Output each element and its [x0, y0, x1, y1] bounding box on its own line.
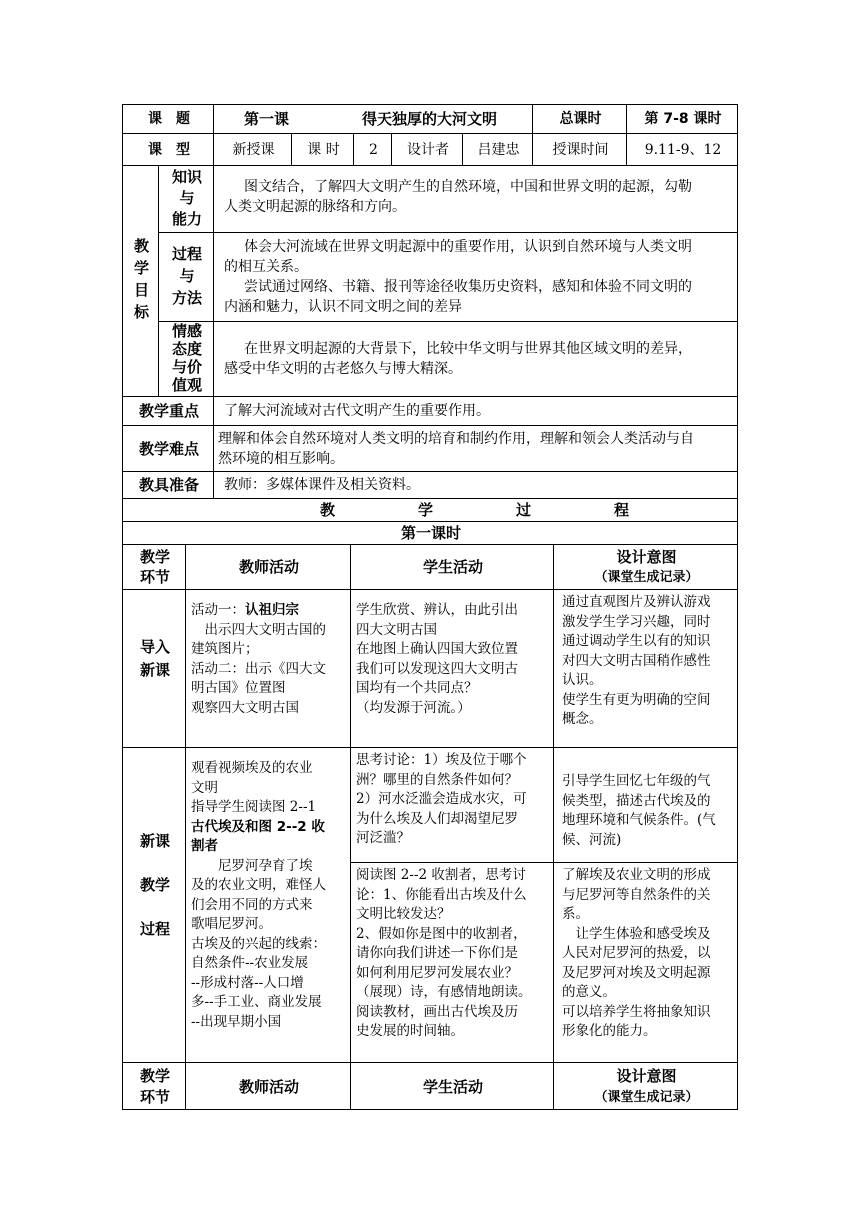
topic-label-cell: [122, 104, 214, 134]
student-header-cell: [350, 544, 554, 590]
teacher-header-bottom-cell: [185, 1062, 351, 1110]
emotion-label-4: 值观: [171, 376, 202, 394]
materials-label: 教具准备: [138, 476, 199, 494]
design-header-sub: （课堂生成记录）: [594, 570, 699, 585]
date-value-cell: [626, 133, 738, 166]
row1-teacher-text: 活动一：认祖归宗 出示四大文明古国的 建筑图片； 活动二：出示《四大文 明古国》位置图 观察四大文明古国: [191, 602, 326, 716]
design-header-bottom-sub: （课堂生成记录）: [594, 1090, 699, 1105]
row2-stage-cell: [122, 747, 186, 1063]
design-header-bottom: 设计意图: [616, 1067, 677, 1085]
lesson-title: 得天独厚的大河文明: [362, 110, 498, 128]
row2-student-b-cell: [350, 862, 554, 1063]
row2-teacher-cell: [185, 747, 351, 1063]
designer-value: 吕建忠: [477, 142, 520, 158]
difficulty-text-cell: [213, 425, 738, 472]
goals-label-2: 学: [133, 259, 149, 277]
row2-design-b-text: 了解埃及农业文明的形成 与尼罗河等自然条件的关 系。 让学生体验和感受埃及 人民对尼罗河的热爱，以 及尼罗河对埃及文明起源 的意义。 可以培养学生将抽象知识 形象化的能力。: [562, 867, 711, 1039]
row1-stage-2: 新课: [139, 661, 170, 679]
type-value-cell: [213, 133, 292, 166]
row2-teacher-text: 观看视频埃及的农业 文明 指导学生阅读图 2--1 古代埃及和图 2--2 收 割者 尼罗河孕育了埃 及的农业文明，难怪人 们会用不同的方式来 歌唱尼罗河。 古埃及的兴起的线索： 自然条件--农业发展 --形成村落--人口增 多--手工业、商业发展 --出现早期小国: [191, 760, 326, 1030]
total-hours-label: 总课时: [559, 111, 602, 127]
process-text: 体会大河流域在世界文明起源中的重要作用，认识到自然环境与人类文明 的相互关系。 尝试通过网络、书籍、报刊等途径收集历史资料，感知和体验不同文明的 内涵和魅力，认识不同文明之间的差异: [224, 239, 692, 315]
process-label-1: 过程: [171, 245, 202, 263]
row1-design-cell: [553, 589, 738, 748]
stage-header-2: 环节: [139, 568, 170, 586]
stage-header-1: 教学: [139, 548, 170, 566]
materials-text-cell: [213, 471, 738, 499]
lesson-number: 第一课: [244, 110, 290, 128]
type-value: 新授课: [232, 142, 275, 158]
key-point-label: 教学重点: [138, 402, 199, 420]
hours-label: 课 时: [307, 142, 340, 158]
teacher-header: 教师活动: [238, 558, 299, 576]
emotion-label-cell: [158, 321, 214, 397]
student-header-bottom: 学生活动: [422, 1078, 483, 1096]
row2-design-a-cell: [553, 747, 738, 863]
design-header: 设计意图: [616, 548, 677, 566]
lesson-title-cell: [213, 104, 533, 134]
student-header: 学生活动: [422, 558, 483, 576]
stage-header-bottom-1: 教学: [139, 1067, 170, 1085]
row2-stage-1: 新课: [139, 832, 170, 850]
row2-stage-3: 过程: [139, 920, 170, 938]
row1-student-text: 学生欣赏、辨认，由此引出 四大文明古国 在地图上确认四国大致位置 我们可以发现这四大文明古 国均有一个共同点？ （均发源于河流。）: [356, 602, 518, 716]
row2-design-a-text: 引导学生回忆七年级的气 候类型，描述古代埃及的 地理环境和气候条件。(气 候、河流): [562, 773, 716, 848]
designer-label-cell: [391, 133, 463, 166]
row2-student-b-text: 阅读图 2--2 收割者，思考讨 论：1、你能看出古埃及什么 文明比较发达？ 2、假如你是图中的收割者， 请你向我们讲述一下你们是 如何利用尼罗河发展农业？ （展现）诗，有感情地朗读。 阅读教材，画出古代埃及历 史发展的时间轴。: [356, 867, 532, 1039]
date-label-cell: [532, 133, 627, 166]
teacher-header-bottom: 教师活动: [238, 1078, 299, 1096]
hours-value: 2: [369, 142, 378, 158]
row1-student-cell: [350, 589, 554, 748]
materials-text: 教师：多媒体课件及相关资料。: [224, 477, 420, 493]
type-label-cell: [122, 133, 214, 166]
row1-stage-1: 导入: [139, 638, 170, 656]
date-value: 9.11-9、12: [644, 142, 722, 158]
row2-student-a-cell: [350, 747, 554, 863]
stage-header-bottom-cell: [122, 1062, 186, 1110]
student-header-bottom-cell: [350, 1062, 554, 1110]
row1-stage-cell: [122, 589, 186, 748]
period-title-cell: [122, 521, 738, 545]
row2-design-b-cell: [553, 862, 738, 1063]
key-point-label-cell: [122, 396, 214, 426]
process-label-2: 与: [179, 267, 195, 285]
goals-section-label-cell: [122, 165, 159, 397]
process-title-3: 过: [516, 501, 532, 519]
process-label-3: 方法: [171, 289, 202, 307]
designer-label: 设计者: [407, 142, 449, 158]
emotion-label-3: 与价: [171, 358, 202, 376]
emotion-label-1: 情感: [171, 322, 202, 340]
stage-header-bottom-2: 环节: [139, 1088, 170, 1106]
knowledge-label-1: 知识: [171, 168, 202, 186]
hours-label-cell: [291, 133, 354, 166]
row2-stage-2: 教学: [139, 876, 170, 894]
date-label: 授课时间: [552, 142, 609, 158]
stage-header-cell: [122, 544, 186, 590]
row1-design-text: 通过直观图片及辨认游戏 激发学生学习兴趣，同时 通过调动学生以有的知识 对四大文明古国稍作感性 认识。 使学生有更为明确的空间 概念。: [562, 594, 711, 727]
process-title-cell: [122, 498, 738, 522]
process-title-4: 程: [614, 501, 630, 519]
process-text-cell: [213, 232, 738, 322]
difficulty-text: 理解和体会自然环境对人类文明的培育和制约作用，理解和领会人类活动与自 然环境的相互影响。: [218, 431, 694, 467]
hours-value-cell: [353, 133, 392, 166]
design-header-cell: [553, 544, 738, 590]
topic-label: 课 题: [148, 111, 190, 127]
goals-label-1: 教: [133, 237, 149, 255]
period-title: 第一课时: [400, 524, 461, 542]
knowledge-text: 图文结合，了解四大文明产生的自然环境，中国和世界文明的起源，勾勒 人类文明起源的脉络和方向。: [224, 179, 692, 215]
design-header-bottom-cell: [553, 1062, 738, 1110]
designer-value-cell: [462, 133, 533, 166]
difficulty-label: 教学难点: [138, 440, 199, 458]
knowledge-label-3: 能力: [171, 210, 202, 228]
knowledge-label-2: 与: [179, 189, 195, 207]
emotion-text: 在世界文明起源的大背景下，比较中华文明与世界其他区域文明的差异， 感受中华文明的古老悠久与博大精深。: [224, 341, 692, 377]
key-point-text-cell: [213, 396, 738, 426]
process-title-1: 教: [320, 501, 336, 519]
total-hours-value-cell: [626, 104, 738, 134]
materials-label-cell: [122, 471, 214, 499]
goals-label-4: 标: [133, 303, 149, 321]
process-label-cell: [158, 232, 214, 322]
key-point-text: 了解大河流域对古代文明产生的重要作用。: [224, 403, 490, 419]
difficulty-label-cell: [122, 425, 214, 472]
type-label: 课 型: [148, 142, 190, 158]
process-title-2: 学: [418, 501, 434, 519]
emotion-text-cell: [213, 321, 738, 397]
emotion-label-2: 态度: [171, 340, 202, 358]
total-hours-value: 第 7-8 课时: [644, 111, 722, 127]
goals-label-3: 目: [133, 281, 149, 299]
row1-teacher-cell: [185, 589, 351, 748]
knowledge-label-cell: [158, 165, 214, 233]
total-hours-label-cell: [532, 104, 627, 134]
row2-student-a-text: 思考讨论：1）埃及位于哪个 洲？哪里的自然条件如何？ 2）河水泛滥会造成水灾，可 为什么埃及人们却渴望尼罗 河泛滥？: [356, 752, 527, 846]
teacher-header-cell: [185, 544, 351, 590]
knowledge-text-cell: [213, 165, 738, 233]
